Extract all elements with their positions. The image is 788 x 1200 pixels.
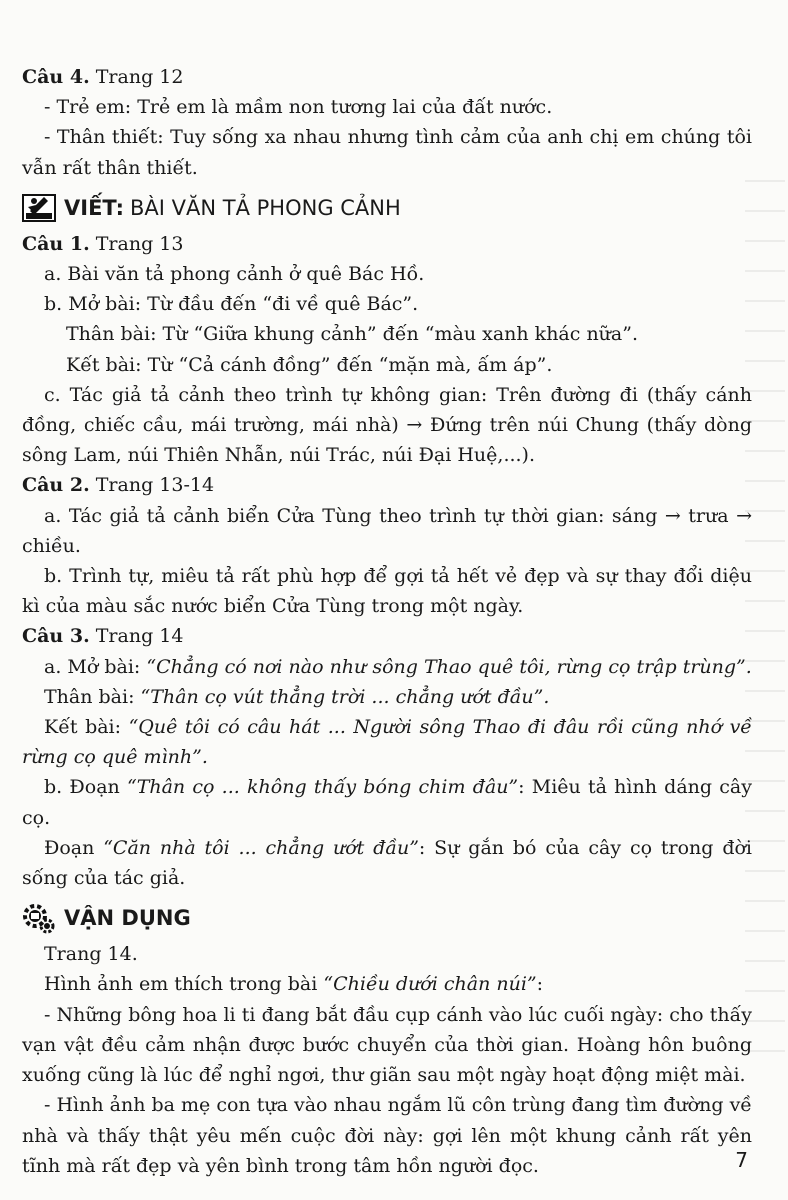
writing-icon	[22, 191, 56, 225]
q3-a	[22, 652, 752, 682]
viet-heading	[22, 191, 752, 225]
q2-label: Câu 2.	[22, 474, 90, 497]
q1-b2: Thân bài: Từ “Giữa khung cảnh” đến “màu xanh khác nữa”.	[66, 323, 638, 346]
q3-kb-quote: “Quê tôi có câu hát ... Người sông Thao đi đâu rồi cũng nhớ về rừng cọ quê mình”.	[22, 716, 752, 769]
q1-b1: b. Mở bài: Từ đầu đến “đi về quê Bác”.	[44, 293, 419, 316]
q3-kb	[22, 712, 752, 772]
q2-line	[22, 470, 752, 500]
vandung-p2: - Hình ảnh ba mẹ con tựa vào nhau ngắm lũ côn trùng đang tìm đường về nhà và thấy thật yêu mến cuộc đời này: gợi lên một khung cảnh rất yên tĩnh mà rất đẹp và yên bình trong tâm hồn người đọc.	[22, 1094, 752, 1177]
q3-tb	[22, 682, 752, 712]
q3-b-prefix: b. Đoạn	[44, 776, 127, 799]
q3-label: Câu 3.	[22, 625, 90, 648]
q4-answer-2: - Thân thiết: Tuy sống xa nhau nhưng tình cảm của anh chị em chúng tôi vẫn rất thân thiết.	[22, 126, 752, 179]
q2-page: Trang 13-14	[89, 474, 215, 497]
gears-icon	[22, 901, 56, 935]
page-number: 7	[735, 1148, 748, 1172]
vandung-intro-prefix: Hình ảnh em thích trong bài	[44, 973, 324, 996]
q3-d-quote: “Căn nhà tôi ... chẳng ướt đầu”	[103, 836, 419, 859]
q2-a: a. Tác giả tả cảnh biển Cửa Tùng theo trình tự thời gian: sáng → trưa → chiều.	[22, 504, 752, 557]
q1-line	[22, 229, 752, 259]
q3-d	[22, 833, 752, 893]
vandung-heading	[22, 901, 752, 935]
q1-b3: Kết bài: Từ “Cả cánh đồng” đến “mặn mà, ấm áp”.	[66, 353, 553, 376]
q2-b: b. Trình tự, miêu tả rất phù hợp để gợi tả hết vẻ đẹp và sự thay đổi diệu kì của màu sắc nước biển Cửa Tùng trong một ngày.	[22, 565, 752, 618]
q3-b-suffix: : Miêu tả hình dáng cây cọ.	[22, 776, 752, 829]
q4-page: Trang 12	[89, 66, 184, 88]
vandung-intro-title: “Chiều dưới chân núi”	[323, 973, 537, 996]
q3-line	[22, 621, 752, 651]
q1-c: c. Tác giả tả cảnh theo trình tự không gian: Trên đường đi (thấy cánh đồng, chiếc cầu, mái trường, mái nhà) → Đứng trên núi Chung (thấy dòng sông Lam, núi Thiên Nhẫn, núi Trác, núi Đại Huệ,...).	[22, 383, 752, 467]
q3-tb-prefix: Thân bài:	[44, 685, 141, 708]
viet-label: VIẾT:	[64, 195, 124, 220]
vandung-title: VẬN DỤNG	[64, 906, 191, 931]
q1-label: Câu 1.	[22, 232, 90, 255]
q3-d-suffix: : Sự gắn bó của cây cọ trong đời sống của tác giả.	[22, 836, 752, 890]
q3-b-quote: “Thân cọ ... không thấy bóng chim đâu”	[126, 776, 519, 799]
q3-kb-prefix: Kết bài:	[44, 716, 129, 739]
vandung-page: Trang 14.	[44, 943, 138, 966]
q3-d-prefix: Đoạn	[44, 836, 104, 859]
q4-line	[22, 62, 752, 92]
q3-a-quote: “Chẳng có nơi nào như sông Thao quê tôi, rừng cọ trập trùng”.	[146, 655, 752, 678]
vandung-intro	[22, 969, 752, 999]
q3-tb-quote: “Thân cọ vút thẳng trời ... chẳng ướt đầu”.	[140, 685, 550, 708]
page-content	[22, 62, 752, 1181]
viet-title: BÀI VĂN TẢ PHONG CẢNH	[130, 195, 401, 220]
q3-page: Trang 14	[89, 625, 184, 648]
q3-a-prefix: a. Mở bài:	[44, 655, 147, 678]
vandung-p1: - Những bông hoa li ti đang bắt đầu cụp cánh vào lúc cuối ngày: cho thấy vạn vật đều cảm nhận được bước chuyển của thời gian. Hoàng hôn buông xuống cũng là lúc để nghỉ ngơi, thư giãn sau một ngày hoạt động miệt mài.	[22, 1003, 752, 1087]
q1-a: a. Bài văn tả phong cảnh ở quê Bác Hồ.	[44, 263, 425, 286]
q4-answer-1: - Trẻ em: Trẻ em là mầm non tương lai của đất nước.	[44, 96, 553, 119]
vandung-intro-suffix: :	[536, 973, 544, 996]
q1-page: Trang 13	[89, 232, 184, 255]
q4-label: Câu 4.	[22, 66, 90, 88]
q3-b	[22, 772, 752, 832]
